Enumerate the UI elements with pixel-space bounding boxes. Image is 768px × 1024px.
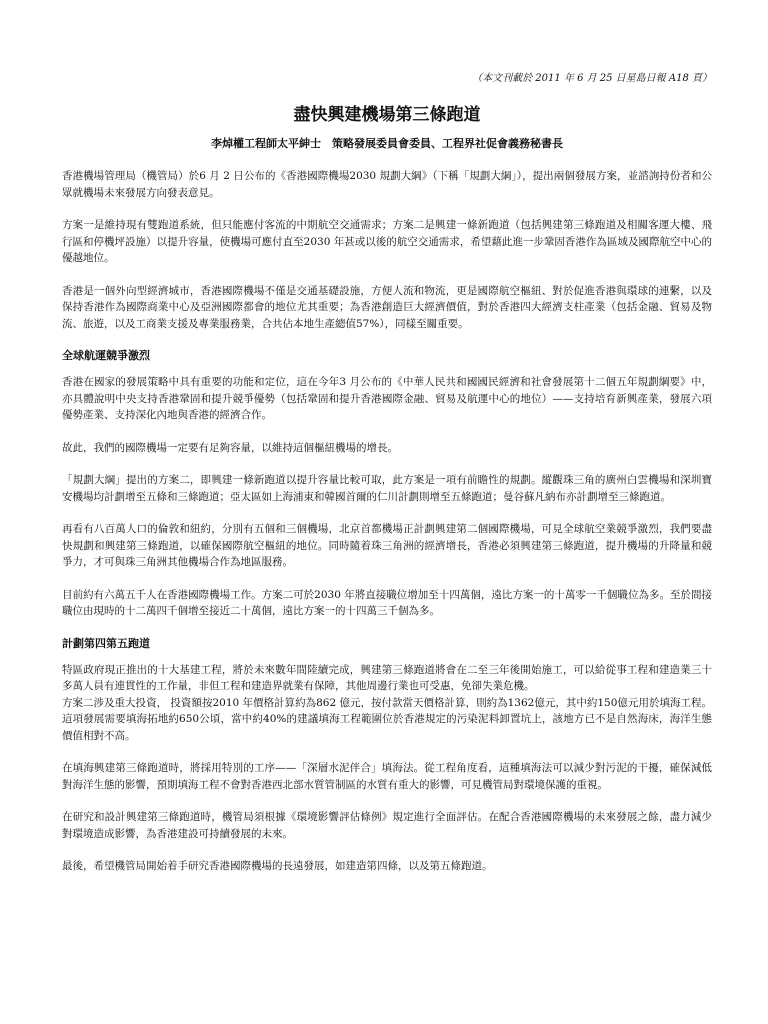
paragraph-5: 故此，我們的國際機場一定要有足夠容量，以維持這個樞紐機場的增長。 (62, 441, 398, 454)
paragraph-12: 在研究和設計興建第三條跑道時，機管局須根據《環境影響評估條例》規定進行全面評估。在配合香港國際機場的未來發展之餘，盡力減少對環境造成影響，為香港建設可持續發展的未來。 (62, 811, 712, 840)
paragraph-13: 最後，希望機管局開始着手研究香港國際機場的長遠發展，如建造第四條，以及第五條跑道。 (62, 860, 493, 872)
paragraph-8: 目前約有六萬五千人在香港國際機場工作。方案二可於2030 年將直接職位增加至十四萬個，遠比方案一的十萬零一千個職位為多。至於間接職位由現時的十二萬四千個增至接近二十萬個，遠比方案一的十四萬三千個為多。 (62, 588, 712, 617)
paragraph-11: 在填海興建第三條跑道時，將採用特別的工序——「深層水泥伴合」填海法。從工程角度看，這種填海法可以減少對污泥的干擾，確保減低對海洋生態的影響，預期填海工程不會對香港西北部水質管制區的水質有重大的影響，可見機管局對環境保護的重視。 (62, 762, 712, 791)
paragraph-6: 「規劃大綱」提出的方案二，即興建一條新跑道以提升容量比較可取，此方案是一項有前瞻性的規劃。縱觀珠三角的廣州白雲機場和深圳寶安機場均計劃增至五條和三條跑道；亞太區如上海浦東和韓國首爾的仁川計劃則增至五條跑道；曼谷蘇凡納布亦計劃增至三條跑道。 (62, 474, 712, 503)
document-page (62, 72, 712, 891)
source-note: （本文刊載於 2011 年 6 月 25 日星島日報 A18 頁） (472, 73, 712, 84)
section-heading-1: 全球航運競爭激烈 (62, 349, 150, 362)
paragraph-3: 香港是一個外向型經濟城市，香港國際機場不僅是交通基礎設施，方便人流和物流，更是國際航空樞紐、對於促進香港與環球的連繫，以及保持香港作為國際商業中心及亞洲國際都會的地位尤其重要；為香港創造巨大經濟價值，對於香港四大經濟支柱產業（包括金融、貿易及物流、旅遊，以及工商業支援及專業服務業，合共佔本地生產總值57%），同樣至關重要。 (62, 284, 712, 330)
paragraph-1: 香港機場管理局（機管局）於6 月 2 日公布的《香港國際機場2030 規劃大綱》（下稱「規劃大綱」），提出兩個發展方案，並諮詢持份者和公眾就機場未來發展方向發表意見。 (62, 170, 712, 199)
article-title: 盡快興建機場第三條跑道 (293, 105, 481, 125)
paragraph-7: 再看有八百萬人口的倫敦和紐約，分別有五個和三個機場，北京首都機場正計劃興建第二個國際機場，可見全球航空業競爭激烈，我們要盡快規劃和興建第三條跑道，以確保國際航空樞紐的地位。同時隨着珠三角洲的經濟增長，香港必須興建第三條跑道，提升機場的升降量和競爭力，才可與珠三角洲其他機場合作為地區服務。 (62, 523, 712, 568)
paragraph-2: 方案一是維持現有雙跑道系統，但只能應付客流的中期航空交通需求；方案二是興建一條新跑道（包括興建第三條跑道及相關客運大樓、飛行區和停機坪設施）以提升容量，使機場可應付直至2030 年甚或以後的航空交通需求，希望藉此進一步鞏固香港作為區域及國際航空中心的優越地位。 (62, 219, 712, 264)
author-line: 李焯權工程師太平紳士 策略發展委員會委員、工程界社促會義務秘書長 (211, 137, 563, 150)
paragraph-9: 特區政府現正推出的十大基建工程，將於未來數年間陸續完成，興建第三條跑道將會在二至三年後開始施工，可以給從事工程和建造業三十多萬人員有連貫性的工作量，非但工程和建造界就業有保障，其他周邊行業也可受惠，免卻失業危機。 (62, 663, 712, 692)
section-heading-2: 計劃第四第五跑道 (62, 636, 150, 650)
paragraph-4: 香港在國家的發展策略中具有重要的功能和定位，這在今年3 月公布的《中華人民共和國國民經濟和社會發展第十二個五年規劃綱要》中，亦具體說明中央支持香港鞏固和提升競爭優勢（包括鞏固和提升香港國際金融、貿易及航運中心的地位）——支持培育新興產業，發展六項優勢產業、支持深化內地與香港的經濟合作。 (62, 376, 712, 421)
paragraph-10: 方案二涉及重大投資， 投資額按2010 年價格計算約為862 億元，按付款當天價格計算，則約為1362億元，其中約150億元用於填海工程。這項發展需要填海拓地約650公頃，當中約40%的建議填海工程範圍位於香港規定的污染泥料卸置坑上，該地方已不是自然海床，海洋生態價值相對不高。 (62, 696, 712, 742)
